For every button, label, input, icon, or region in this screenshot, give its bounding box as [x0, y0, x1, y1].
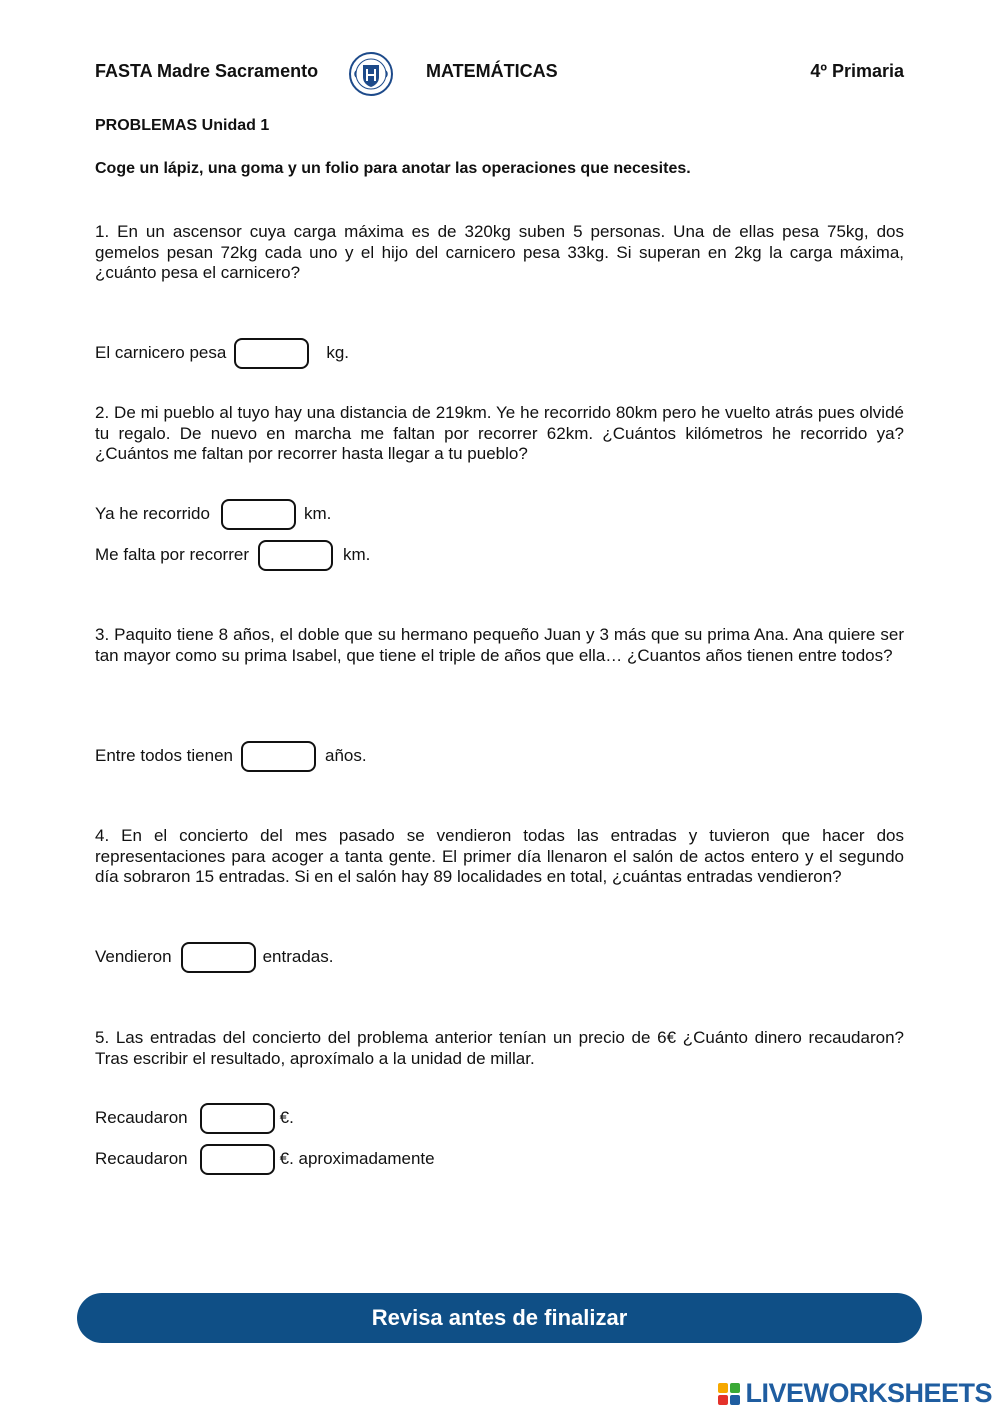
answer-label: Ya he recorrido: [95, 504, 210, 523]
answer-input-recaudaron-aprox[interactable]: [200, 1144, 275, 1175]
answer-label: Recaudaron: [95, 1149, 188, 1168]
answer-label: El carnicero pesa: [95, 343, 227, 362]
problem-1-text: 1. En un ascensor cuya carga máxima es de 320kg suben 5 personas. Una de ellas pesa 75kg, dos gemelos pesan 72kg cada uno y el hijo del carnicero pesa 33kg. Si superan en 2kg la carga máxima, ¿cuánto pesa el carnicero?: [95, 222, 904, 282]
answer-unit: entradas.: [262, 947, 334, 966]
answer-unit: años.: [324, 746, 367, 765]
school-name: FASTA Madre Sacramento: [95, 61, 319, 81]
answer-unit: km.: [343, 545, 371, 564]
problem-4-answer-line: [95, 941, 333, 973]
answer-input-entradas[interactable]: [181, 942, 256, 973]
answer-unit: €.: [279, 1108, 294, 1127]
subject-title: MATEMÁTICAS: [426, 61, 558, 81]
answer-label: Recaudaron: [95, 1108, 188, 1127]
problem-3-text: 3. Paquito tiene 8 años, el doble que su hermano pequeño Juan y 3 más que su prima Ana. Ana quiere ser tan mayor como su prima Isabel, que tiene el triple de años que ella… ¿Cuantos años tienen entre todos?: [95, 625, 904, 665]
answer-unit: €. aproximadamente: [279, 1149, 435, 1168]
answer-input-recorrido-km[interactable]: [221, 499, 296, 530]
answer-input-recaudaron-euros[interactable]: [200, 1103, 275, 1134]
answer-label: Me falta por recorrer: [95, 545, 249, 564]
problem-5-text: 5. Las entradas del concierto del problema anterior tenían un precio de 6€ ¿Cuánto dinero recaudaron? Tras escribir el resultado, aproxímalo a la unidad de millar.: [95, 1028, 904, 1068]
problem-2-text: 2. De mi pueblo al tuyo hay una distancia de 219km. Ye he recorrido 80km pero he vuelto atrás pues olvidé tu regalo. De nuevo en marcha me faltan por recorrer 62km. ¿Cuántos kilómetros he recorrido ya? ¿Cuántos me faltan por recorrer hasta llegar a tu pueblo?: [95, 403, 904, 463]
problem-2-answer-line-1: [95, 498, 331, 530]
answer-input-falta-km[interactable]: [258, 540, 333, 571]
review-before-finish-button[interactable]: Revisa antes de finalizar: [77, 1293, 922, 1343]
problem-1-answer-line: [95, 337, 349, 369]
problem-2-answer-line-2: [95, 539, 370, 571]
school-crest-logo: [348, 51, 394, 97]
liveworksheets-logo-icon: [718, 1383, 740, 1405]
answer-unit: kg.: [326, 343, 350, 362]
answer-unit: km.: [303, 504, 332, 523]
answer-input-anos[interactable]: [241, 741, 316, 772]
grade-label: 4º Primaria: [810, 61, 904, 81]
unit-title: PROBLEMAS Unidad 1: [95, 117, 270, 134]
instructions: Coge un lápiz, una goma y un folio para anotar las operaciones que necesites.: [95, 160, 691, 177]
answer-label: Vendieron: [95, 947, 172, 966]
liveworksheets-brand[interactable]: [718, 1378, 992, 1409]
problem-5-answer-line-1: [95, 1102, 294, 1134]
problem-3-answer-line: [95, 740, 367, 772]
answer-label: Entre todos tienen: [95, 746, 233, 765]
brand-name: LIVEWORKSHEETS: [745, 1378, 992, 1408]
problem-4-text: 4. En el concierto del mes pasado se vendieron todas las entradas y tuvieron que hacer dos representaciones para acoger a tanta gente. El primer día llenaron el salón de actos entero y el segundo día sobraron 15 entradas. Si en el salón hay 89 localidades en total, ¿cuántas entradas vendieron?: [95, 826, 904, 886]
answer-input-carnicero-kg[interactable]: [234, 338, 309, 369]
problem-5-answer-line-2: [95, 1143, 435, 1175]
